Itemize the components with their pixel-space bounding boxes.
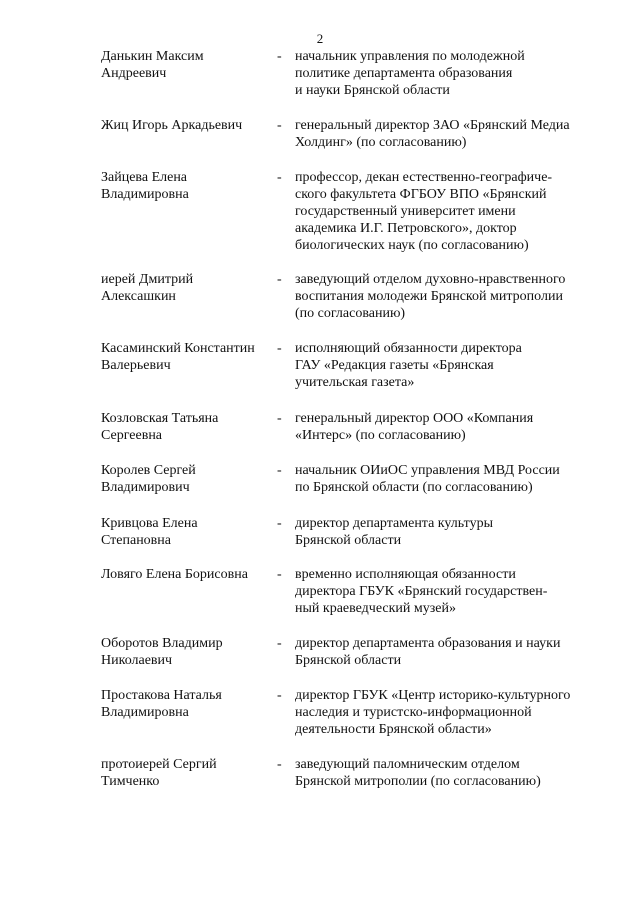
member-role xyxy=(295,756,625,790)
member-name xyxy=(101,687,276,721)
member-role-line: и науки Брянской области xyxy=(295,83,450,98)
member-name-line: Ловяго Елена Борисовна xyxy=(101,567,248,582)
member-role xyxy=(295,410,625,444)
member-name xyxy=(101,515,276,549)
member-name xyxy=(101,117,276,134)
separator-dash: - xyxy=(277,49,282,64)
member-role xyxy=(295,169,625,254)
member-role-line: заведующий отделом духовно-нравственного xyxy=(295,272,566,287)
member-role-line: «Интерс» (по согласованию) xyxy=(295,428,466,443)
member-role-line: биологических наук (по согласованию) xyxy=(295,238,529,253)
member-name xyxy=(101,271,276,305)
member-name-line: Зайцева Елена xyxy=(101,170,188,185)
member-role-line: Брянской митрополии (по согласованию) xyxy=(295,774,541,789)
separator-dash: - xyxy=(277,118,282,133)
member-role-line: государственный университет имени xyxy=(295,204,516,219)
member-name-line: Жиц Игорь Аркадьевич xyxy=(101,118,243,133)
member-role-line: генеральный директор ООО «Компания xyxy=(295,411,534,426)
member-role xyxy=(295,515,625,549)
member-name-line: Владимирович xyxy=(101,480,190,495)
member-name-line: Простакова Наталья xyxy=(101,688,222,703)
member-name-line: Тимченко xyxy=(101,774,160,789)
member-name-line: Козловская Татьяна xyxy=(101,411,219,426)
member-role-line: Холдинг» (по согласованию) xyxy=(295,135,467,150)
member-name-line: Сергеевна xyxy=(101,428,163,443)
member-name-line: Андреевич xyxy=(101,66,167,81)
member-name xyxy=(101,340,276,374)
separator-dash: - xyxy=(277,516,282,531)
member-role xyxy=(295,48,625,99)
member-name xyxy=(101,169,276,203)
separator-dash: - xyxy=(277,170,282,185)
member-role-line: наследия и туристско-информационной xyxy=(295,705,532,720)
member-name xyxy=(101,566,276,583)
member-role-line: ГАУ «Редакция газеты «Брянская xyxy=(295,358,494,373)
member-role xyxy=(295,271,625,322)
member-role-line: временно исполняющая обязанности xyxy=(295,567,516,582)
member-name xyxy=(101,635,276,669)
separator-dash: - xyxy=(277,272,282,287)
separator-dash: - xyxy=(277,757,282,772)
member-role xyxy=(295,462,625,496)
separator-dash: - xyxy=(277,463,282,478)
separator-dash: - xyxy=(277,636,282,651)
member-name xyxy=(101,756,276,790)
member-role-line: (по согласованию) xyxy=(295,306,406,321)
member-role-line: начальник ОИиОС управления МВД России xyxy=(295,463,560,478)
member-name-line: Алексашкин xyxy=(101,289,176,304)
member-name-line: Владимировна xyxy=(101,187,189,202)
separator-dash: - xyxy=(277,341,282,356)
member-role xyxy=(295,117,625,151)
member-name-line: иерей Дмитрий xyxy=(101,272,194,287)
member-name-line: Николаевич xyxy=(101,653,173,668)
member-role-line: воспитания молодежи Брянской митрополии xyxy=(295,289,563,304)
member-role xyxy=(295,635,625,669)
member-role-line: исполняющий обязанности директора xyxy=(295,341,522,356)
member-name-line: Степановна xyxy=(101,533,171,548)
member-name-line: Кривцова Елена xyxy=(101,516,198,531)
member-role xyxy=(295,566,625,617)
member-name xyxy=(101,410,276,444)
member-role-line: заведующий паломническим отделом xyxy=(295,757,520,772)
member-name-line: Королев Сергей xyxy=(101,463,196,478)
member-role-line: директор департамента образования и науки xyxy=(295,636,561,651)
member-name-line: Оборотов Владимир xyxy=(101,636,223,651)
member-role-line: начальник управления по молодежной xyxy=(295,49,525,64)
page-number: 2 xyxy=(316,31,324,46)
member-role xyxy=(295,340,625,391)
member-role-line: директора ГБУК «Брянский государствен- xyxy=(295,584,548,599)
member-role-line: Брянской области xyxy=(295,653,402,668)
member-role-line: академика И.Г. Петровского», доктор xyxy=(295,221,517,236)
separator-dash: - xyxy=(277,567,282,582)
member-name xyxy=(101,48,276,82)
member-role xyxy=(295,687,625,738)
member-role-line: директор ГБУК «Центр историко-культурного xyxy=(295,688,571,703)
member-role-line: ского факультета ФГБОУ ВПО «Брянский xyxy=(295,187,547,202)
member-role-line: Брянской области xyxy=(295,533,402,548)
member-name xyxy=(101,462,276,496)
member-name-line: протоиерей Сергий xyxy=(101,757,217,772)
member-name-line: Данькин Максим xyxy=(101,49,204,64)
member-role-line: по Брянской области (по согласованию) xyxy=(295,480,533,495)
member-role-line: директор департамента культуры xyxy=(295,516,493,531)
member-role-line: генеральный директор ЗАО «Брянский Медиа xyxy=(295,118,570,133)
member-role-line: профессор, декан естественно-географиче- xyxy=(295,170,553,185)
member-name-line: Владимировна xyxy=(101,705,189,720)
member-role-line: политике департамента образования xyxy=(295,66,513,81)
member-name-line: Валерьевич xyxy=(101,358,171,373)
member-name-line: Касаминский Константин xyxy=(101,341,255,356)
member-role-line: ный краеведческий музей» xyxy=(295,601,456,616)
separator-dash: - xyxy=(277,411,282,426)
member-role-line: деятельности Брянской области» xyxy=(295,722,492,737)
separator-dash: - xyxy=(277,688,282,703)
member-role-line: учительская газета» xyxy=(295,375,415,390)
